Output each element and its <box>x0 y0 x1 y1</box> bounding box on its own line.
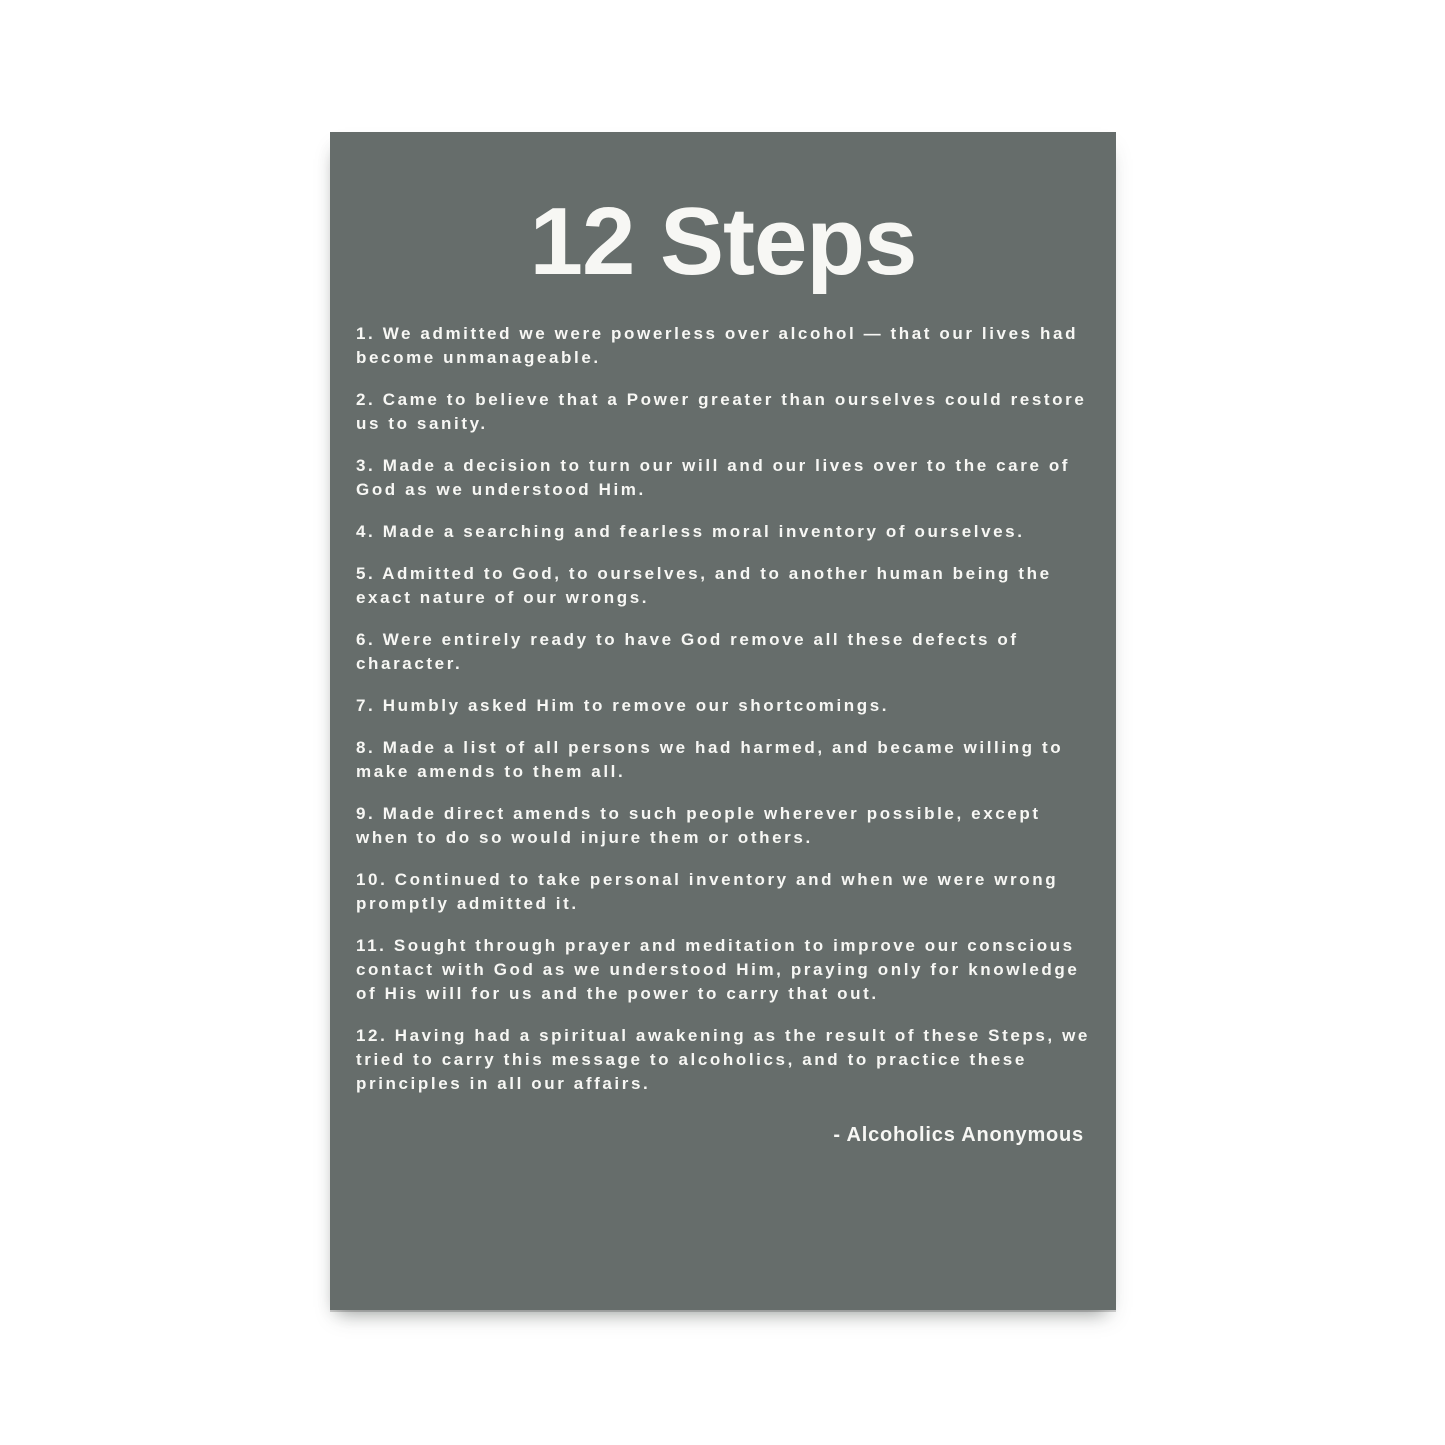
step-item-11: 11. Sought through prayer and meditation to improve our conscious contact with God as we understood Him, praying only for knowledge of His will for us and the power to carry that out. <box>356 936 1080 1003</box>
step-item-9: 9. Made direct amends to such people wherever possible, except when to do so would injure them or others. <box>356 804 1041 847</box>
step-item-5: 5. Admitted to God, to ourselves, and to another human being the exact nature of our wrongs. <box>356 564 1052 607</box>
poster-title: 12 Steps <box>529 188 917 295</box>
canvas-print <box>330 132 1116 1310</box>
step-item-3: 3. Made a decision to turn our will and our lives over to the care of God as we understood Him. <box>356 456 1071 499</box>
step-item-8: 8. Made a list of all persons we had harmed, and became willing to make amends to them all. <box>356 738 1064 781</box>
step-item-1: 1. We admitted we were powerless over alcohol — that our lives had become unmanageable. <box>356 324 1079 367</box>
step-item-7: 7. Humbly asked Him to remove our shortcomings. <box>356 696 890 715</box>
steps-list <box>356 322 1090 1096</box>
step-item-4: 4. Made a searching and fearless moral inventory of ourselves. <box>356 522 1025 541</box>
step-item-2: 2. Came to believe that a Power greater than ourselves could restore us to sanity. <box>356 390 1087 433</box>
attribution: - Alcoholics Anonymous <box>833 1124 1084 1146</box>
step-item-12: 12. Having had a spiritual awakening as the result of these Steps, we tried to carry this message to alcoholics, and to practice these principles in all our affairs. <box>356 1026 1090 1093</box>
step-item-10: 10. Continued to take personal inventory and when we were wrong promptly admitted it. <box>356 870 1059 913</box>
step-item-6: 6. Were entirely ready to have God remove all these defects of character. <box>356 630 1019 673</box>
